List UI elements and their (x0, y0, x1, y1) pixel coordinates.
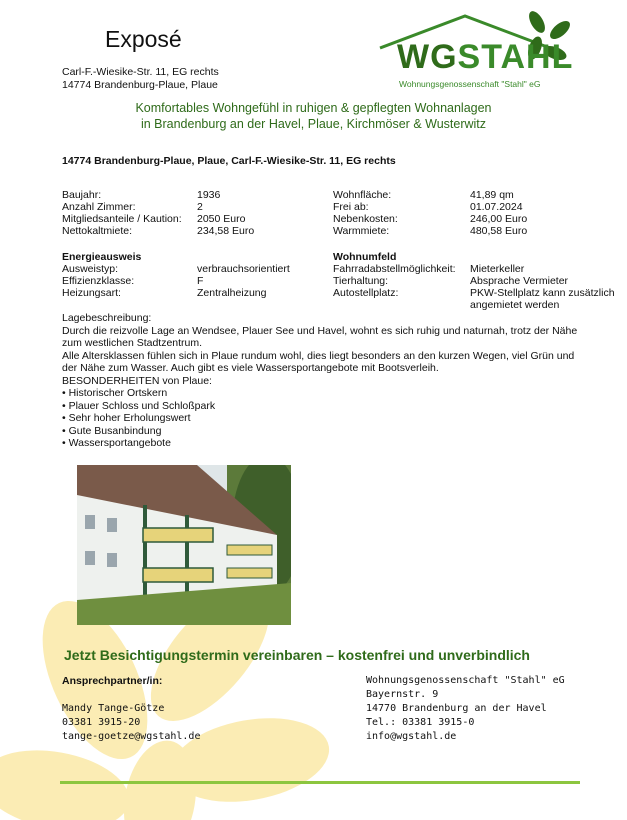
address-line: 14774 Brandenburg-Plaue, Plaue (62, 78, 218, 91)
environment-label: Fahrradabstellmöglichkeit: (333, 263, 456, 275)
company-street: Bayernstr. 9 (366, 689, 439, 700)
fact-label: Frei ab: (333, 201, 369, 213)
energy-value: Zentralheizung (197, 287, 267, 299)
fact-value: 1936 (197, 189, 221, 201)
fact-value: 246,00 Euro (470, 213, 528, 225)
environment-value: angemietet werden (470, 299, 560, 311)
contact-title: Ansprechpartner/in: (62, 675, 163, 687)
fact-label: Warmmiete: (333, 225, 390, 237)
environment-value: Mieterkeller (470, 263, 525, 275)
contact-person (62, 674, 200, 744)
environment-value: Absprache Vermieter (470, 275, 569, 287)
fact-label: Mitgliedsanteile / Kaution: (62, 213, 182, 225)
feature-item: • Wassersportangebote (62, 437, 171, 449)
environment-label: Tierhaltung: (333, 275, 389, 287)
address-block (62, 66, 219, 91)
energy-value: verbrauchsorientiert (197, 263, 290, 275)
contact-name: Mandy Tange-Götze (62, 703, 165, 714)
description-title: Lagebeschreibung: (62, 312, 152, 324)
energy-label: Ausweistyp: (62, 263, 119, 275)
contact-phone: 03381 3915-20 (62, 717, 141, 728)
energy-label: Effizienzklasse: (62, 275, 135, 287)
company-city: 14770 Brandenburg an der Havel (366, 703, 547, 714)
fact-value: 234,58 Euro (197, 225, 255, 237)
fact-value: 2050 Euro (197, 213, 246, 225)
energy-value: F (197, 275, 204, 287)
fact-value: 41,89 qm (470, 189, 514, 201)
footer-rule (60, 781, 580, 784)
fact-label: Nebenkosten: (333, 213, 398, 225)
company-address (366, 674, 565, 744)
logo-subtitle: Wohnungsgenossenschaft "Stahl" eG (399, 79, 541, 89)
fact-label: Wohnfläche: (333, 189, 392, 201)
features-title: BESONDERHEITEN von Plaue: (62, 374, 212, 387)
call-to-action: Jetzt Besichtigungstermin vereinbaren – kostenfrei und unverbindlich (64, 647, 530, 663)
tagline (0, 100, 627, 132)
fact-label: Anzahl Zimmer: (62, 201, 136, 213)
logo-wg: WG (397, 38, 458, 76)
address-line: Carl-F.-Wiesike-Str. 11, EG rechts (62, 66, 219, 78)
environment-label: Autostellplatz: (333, 287, 399, 299)
environment-title: Wohnumfeld (333, 251, 397, 263)
fact-value: 2 (197, 201, 203, 213)
company-name: Wohnungsgenossenschaft "Stahl" eG (366, 675, 565, 686)
contact-email[interactable]: tange-goetze@wgstahl.de (62, 731, 201, 742)
fact-value: 480,58 Euro (470, 225, 528, 237)
environment-value: PKW-Stellplatz kann zusätzlich (470, 287, 615, 299)
energy-title: Energieausweis (62, 251, 142, 263)
tagline-line: Komfortables Wohngefühl in ruhigen & gepflegten Wohnanlagen (135, 101, 492, 115)
logo-stahl: STAHL (457, 38, 574, 76)
description-paragraph: Alle Altersklassen fühlen sich in Plaue rundum wohl, dies liegt besonders an den kurzen Wegen, viel Grün und der Nähe zum Wasser. Auch gibt es viele Wassersportangebote mit Bootsverleih. (62, 349, 575, 374)
fact-value: 01.07.2024 (470, 201, 523, 213)
feature-item: • Sehr hoher Erholungswert (62, 412, 191, 424)
tagline-line: in Brandenburg an der Havel, Plaue, Kirchmöser & Wusterwitz (140, 117, 487, 131)
description-paragraph: Durch die reizvolle Lage an Wendsee, Plauer See und Havel, wohnt es sich ruhig und naturnah, trotz der Nähe zum westlichen Stadtzentrum. (62, 324, 578, 349)
energy-label: Heizungsart: (62, 287, 121, 299)
feature-item: • Historischer Ortskern (62, 387, 168, 399)
company-logo (375, 8, 590, 93)
feature-item: • Gute Busanbindung (62, 424, 162, 437)
building-photo (77, 465, 291, 625)
location-description (62, 312, 582, 450)
fact-label: Nettokaltmiete: (62, 225, 133, 237)
company-phone: Tel.: 03381 3915-0 (366, 717, 475, 728)
logo-wordmark (397, 38, 573, 77)
fact-label: Baujahr: (62, 189, 102, 201)
feature-item: • Plauer Schloss und Schloßpark (62, 399, 216, 412)
company-email[interactable]: info@wgstahl.de (366, 731, 457, 742)
page-title: Exposé (105, 26, 182, 52)
listing-heading: 14774 Brandenburg-Plaue, Plaue, Carl-F.-Wiesike-Str. 11, EG rechts (62, 155, 396, 167)
